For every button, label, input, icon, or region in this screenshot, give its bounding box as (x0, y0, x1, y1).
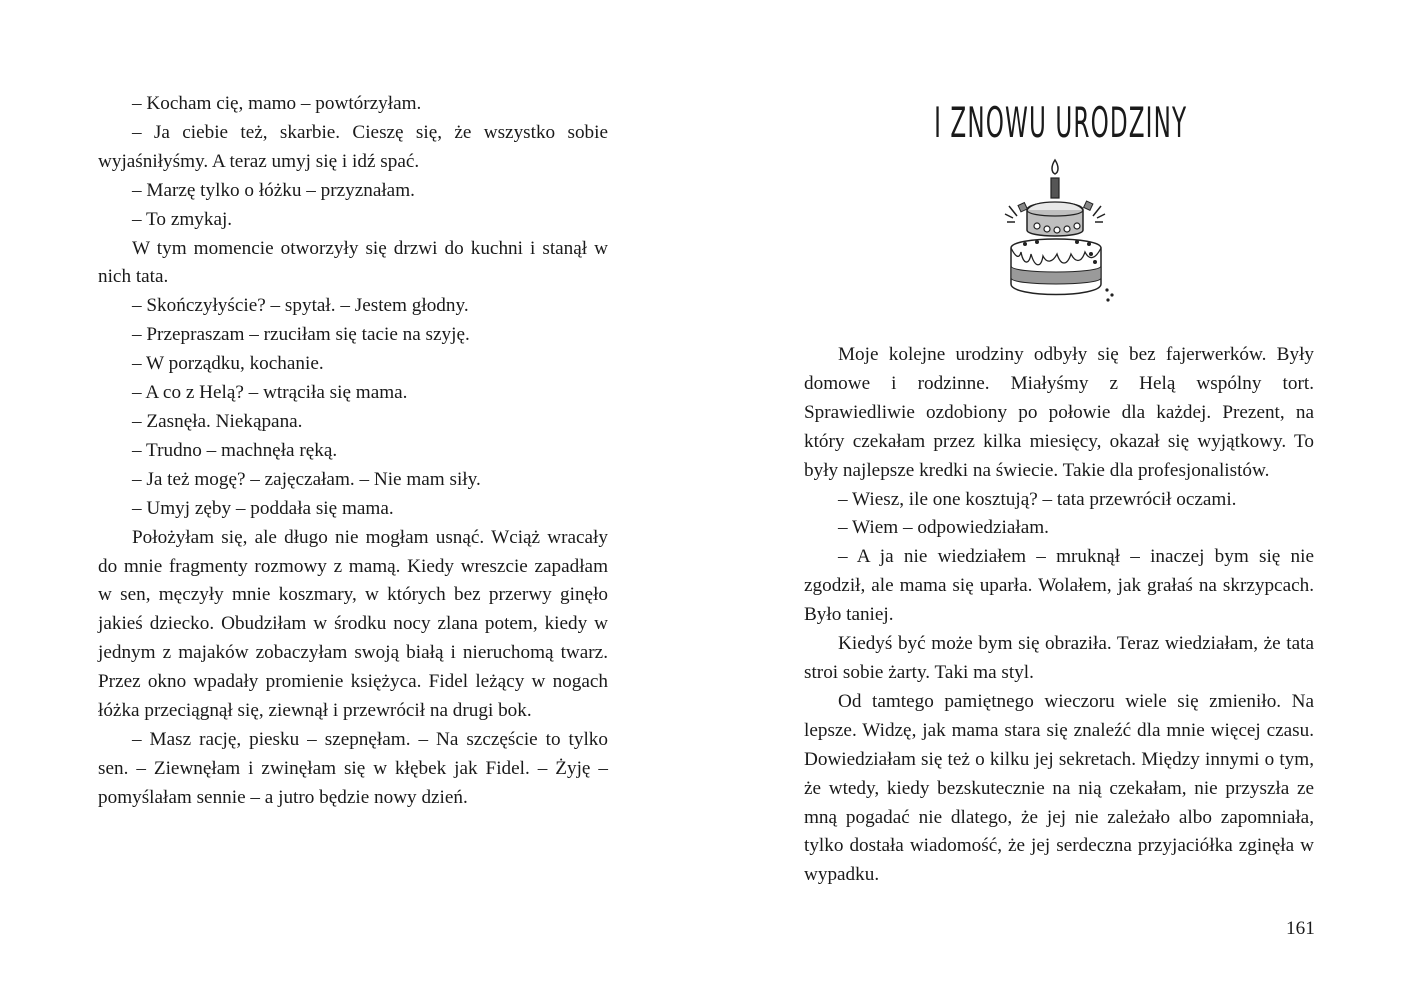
paragraph: Kiedyś być może bym się obraziła. Teraz wiedziałam, że tata stroi sobie żarty. Taki ma styl. (804, 633, 1314, 683)
paragraph: Położyłam się, ale długo nie mogłam usnąć. Wciąż wracały do mnie fragmenty rozmowy z mamą. Kiedy wreszcie zapadłam w sen, męczyły mnie koszmary, w których bez przerwy ginęło jakieś dziecko. Obudziłam w środku nocy zlana potem, kiedy w jednym z majaków zobaczyłam swoją białą i nieruchomą twarz. Przez okno wpadały promienie księżyca. Fidel leżący w nogach łóżka przeciągnął się, ziewnął i przewrócił na drugi bok. (98, 526, 608, 722)
paragraph: – Wiem – odpowiedziałam. (838, 517, 1049, 539)
paragraph: – Skończyłyście? – spytał. – Jestem głodny. (132, 295, 469, 317)
chapter-title: I ZNOWU URODZINY (934, 98, 1188, 147)
paragraph: – Umyj zęby – poddała się mama. (132, 497, 394, 519)
paragraph: – W porządku, kochanie. (132, 353, 324, 375)
paragraph: – Ja też mogę? – zajęczałam. – Nie mam siły. (132, 468, 481, 490)
left-page (0, 0, 706, 999)
paragraph: Od tamtego pamiętnego wieczoru wiele się zmieniło. Na lepsze. Widzę, jak mama stara się znaleźć dla mnie więcej czasu. Dowiedziałam się też o kilku jej sekretach. Między innymi o tym, że wtedy, kiedy bezskutecznie na nią czekałam, nie przyszła ze mną pogadać nie dlatego, że jej nie zależało albo zapomniała, tylko dostała wiadomość, że jej serdeczna przyjaciółka zginęła w wypadku. (804, 690, 1314, 886)
paragraph: – Masz rację, piesku – szepnęłam. – Na szczęście to tylko sen. – Ziewnęłam i zwinęłam się w kłębek jak Fidel. – Żyję – pomyślałam sennie – a jutro będzie nowy dzień. (98, 728, 608, 808)
paragraph: – To zmykaj. (132, 208, 233, 230)
right-page (706, 0, 1413, 999)
left-page-text (98, 90, 608, 813)
paragraph: – Kocham cię, mamo – powtórzyłam. (132, 93, 422, 114)
right-page-text (804, 341, 1314, 890)
paragraph: – A ja nie wiedziałem – mruknął – inaczej bym się nie zgodził, ale mama się uparła. Wolałem, jak grałaś na skrzypcach. Było taniej. (804, 546, 1314, 626)
paragraph: Moje kolejne urodziny odbyły się bez fajerwerków. Były domowe i rodzinne. Miałyśmy z Helą wspólny tort. Sprawiedliwie ozdobiony po połowie dla każdej. Prezent, na który czekałam przez kilka miesięcy, okazał się wyjątkowy. To były najlepsze kredki na świecie. Takie dla profesjonalistów. (804, 344, 1314, 481)
paragraph: – Wiesz, ile one kosztują? – tata przewrócił oczami. (838, 488, 1237, 510)
paragraph: – Marzę tylko o łóżku – przyznałam. (132, 179, 415, 201)
paragraph: – Trudno – machnęła ręką. (132, 439, 338, 461)
paragraph: W tym momencie otworzyły się drzwi do kuchni i stanął w nich tata. (98, 237, 608, 288)
paragraph: – Przepraszam – rzuciłam się tacie na szyję. (132, 324, 470, 346)
birthday-cake-icon (991, 156, 1121, 306)
page-number: 161 (1286, 918, 1315, 939)
paragraph: – Zasnęła. Niekąpana. (132, 410, 303, 432)
paragraph: – Ja ciebie też, skarbie. Cieszę się, że wszystko sobie wyjaśniłyśmy. A teraz umyj się i idź spać. (98, 121, 608, 172)
paragraph: – A co z Helą? – wtrąciła się mama. (132, 382, 408, 404)
